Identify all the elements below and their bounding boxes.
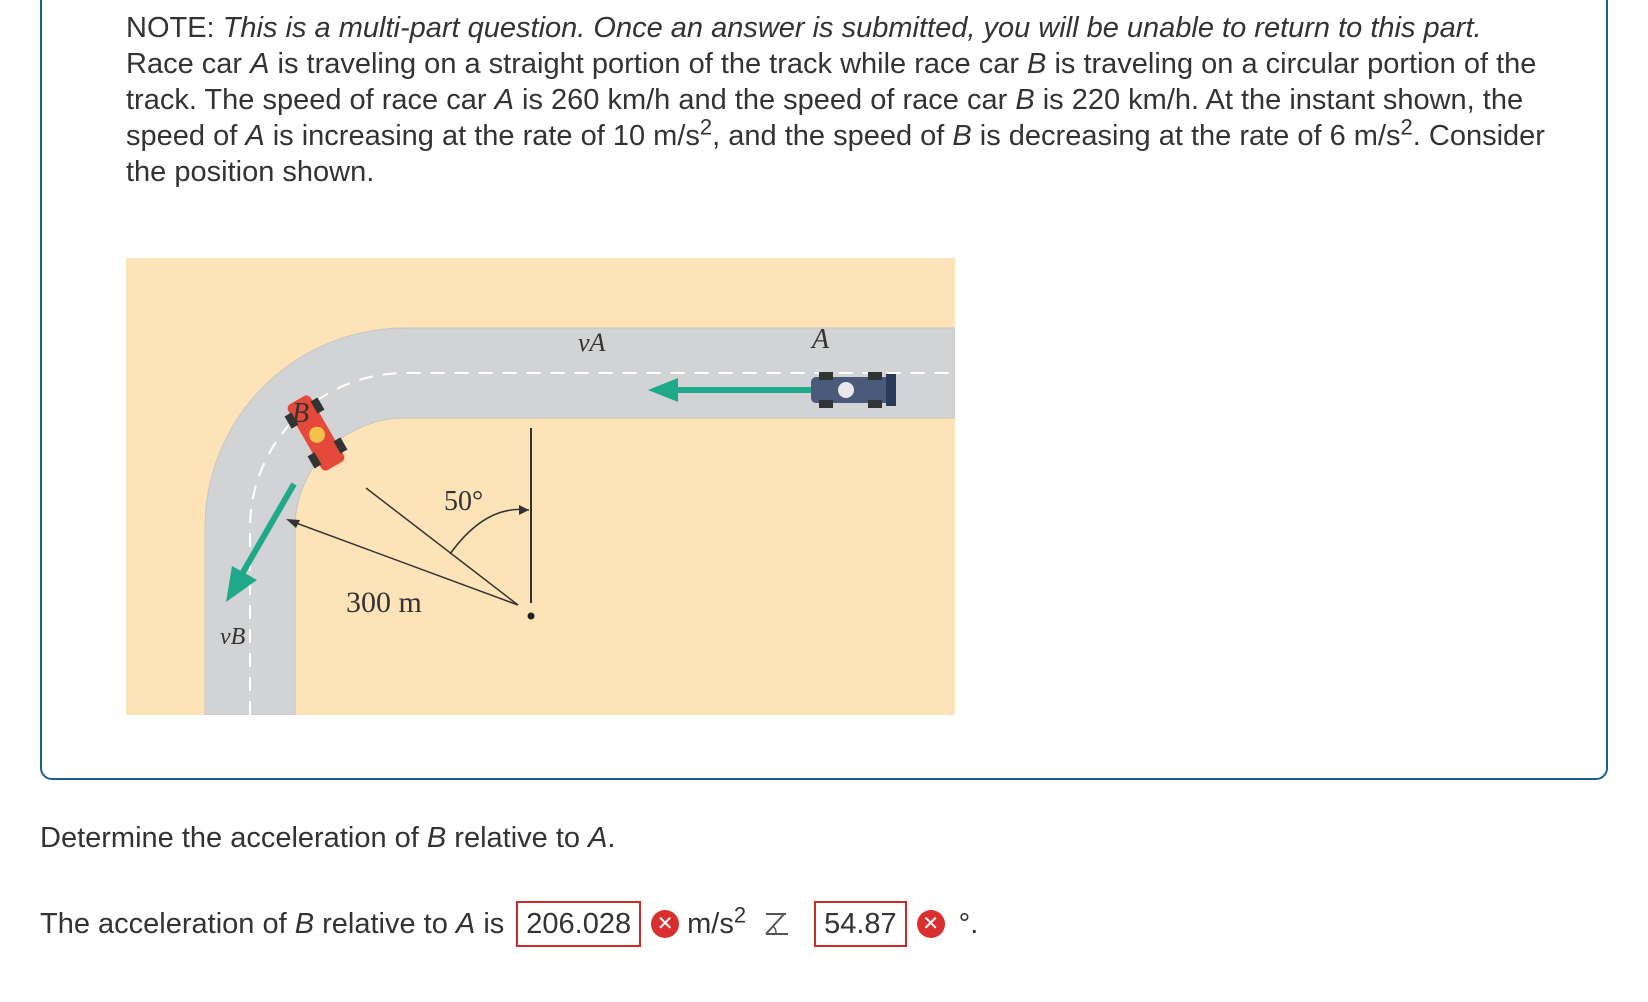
race-track-figure [126, 258, 955, 715]
body-text-2: is traveling on a straight portion of the track while race car [277, 48, 1019, 80]
prompt-period: . [607, 822, 616, 854]
angle-icon [762, 910, 792, 938]
center-point [528, 613, 535, 620]
var-b: B [426, 822, 447, 854]
unit-label [687, 901, 747, 941]
var-b: B [294, 907, 315, 940]
x-circle-icon: ✕ [651, 910, 679, 938]
note-label: NOTE: [126, 12, 215, 44]
var-b: B [1027, 48, 1047, 80]
problem-paragraph [126, 46, 1546, 190]
prompt-text-2: relative to [454, 822, 581, 854]
note-text: This is a multi-part question. Once an answer is submitted, you will be unable to return to this part. [222, 12, 1482, 44]
body-text-1: Race car [126, 48, 243, 80]
label-vb: vB [220, 624, 246, 650]
label-angle: 50° [444, 486, 484, 517]
body-text-9: . Consider the position shown. [126, 120, 1545, 188]
magnitude-input[interactable]: 206.028 [516, 901, 641, 947]
body-text-6: is increasing at the rate of 10 m/s [272, 120, 700, 152]
degree-symbol: °. [958, 907, 979, 940]
answer-row [40, 902, 978, 946]
superscript-2: 2 [699, 114, 713, 140]
var-a: A [494, 84, 514, 116]
var-b: B [1015, 84, 1035, 116]
note-paragraph [126, 10, 1546, 46]
body-text-5: is 220 km/h. At the instant shown, the speed of [126, 84, 1524, 152]
var-a: A [250, 48, 270, 80]
var-a: A [245, 120, 265, 152]
part-prompt [40, 822, 615, 855]
label-b: B [292, 398, 310, 429]
body-text-7: , and the speed of [712, 120, 945, 152]
answer-text-2: relative to [322, 907, 448, 940]
x-circle-icon: ✕ [917, 910, 945, 938]
label-va: vA [578, 328, 606, 357]
body-text-8: is decreasing at the rate of 6 m/s [979, 120, 1401, 152]
var-a: A [588, 822, 608, 854]
race-car-a-icon [811, 372, 896, 408]
angle-input[interactable]: 54.87 [814, 901, 907, 947]
body-text-3: is traveling on a circular portion of the track. The speed of race car [126, 48, 1537, 116]
var-b: B [952, 120, 972, 152]
answer-text-3: is [483, 907, 505, 940]
answer-text-1: The acceleration of [40, 907, 287, 940]
unit-text: m/s [687, 907, 734, 940]
superscript-2: 2 [1400, 114, 1413, 140]
question-text [126, 10, 1546, 190]
label-a: A [812, 324, 830, 355]
prompt-text-1: Determine the acceleration of [40, 822, 419, 854]
body-text-4: is 260 km/h and the speed of race car [522, 84, 1008, 116]
unit-superscript: 2 [733, 901, 747, 927]
label-radius: 300 m [346, 586, 422, 619]
var-a: A [455, 907, 476, 940]
